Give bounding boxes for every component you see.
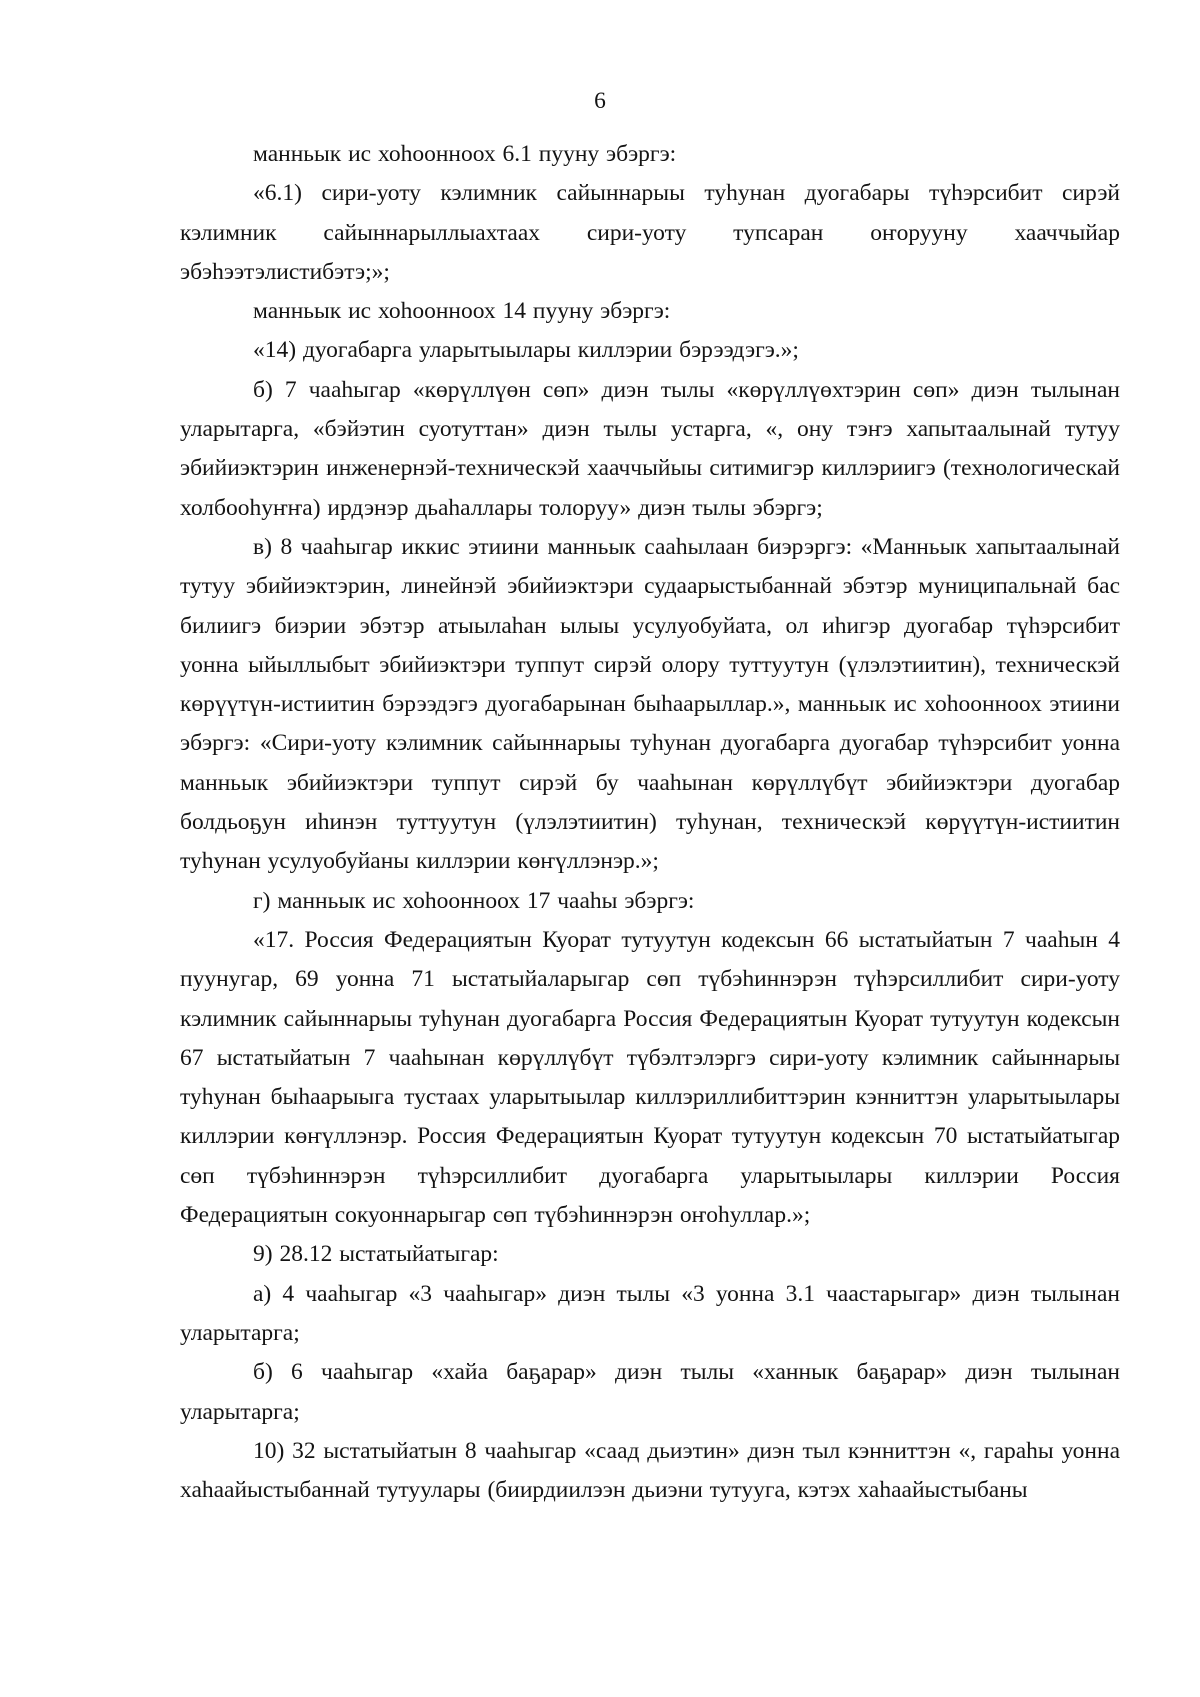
paragraph: «17. Россия Федерациятын Куорат тутуутун кодексын 66 ыстатыйатын 7 чааһын 4 пуунугар, 69 уонна 71 ыстатыйаларыгар сөп түбэһиннэрэн түһэрсиллибит сири-уоту кэлимник сайыннарыы туһунан дуогабарга Россия Федерациятын Куорат тутуутун кодексын 67 ыстатыйатын 7 чааһынан көрүллүбүт түбэлтэлэргэ сири-уоту кэлимник сайыннарыы туһунан быһаарыыга тустаах уларытыылар киллэриллибиттэрин кэнниттэн уларытыылары киллэрии көҥүллэнэр. Россия Федерациятын Куорат тутуутун кодексын 70 ыстатыйатыгар сөп түбэһиннэрэн түһэрсиллибит дуогабарга уларытыылары киллэрии Россия Федерациятын сокуоннарыгар сөп түбэһиннэрэн оҥоһуллар.»; (180, 926, 1120, 1229)
paragraph: 10) 32 ыстатыйатын 8 чааһыгар «саад дьиэтин» диэн тыл кэнниттэн «, гараһы уонна хаһаайыстыбаннай тутуулары (биирдиилээн дьиэни тутууга, кэтэх хаһаайыстыбаны (180, 1437, 1120, 1504)
paragraph: а) 4 чааһыгар «3 чааһыгар» диэн тылы «3 уонна 3.1 чаастарыгар» диэн тылынан уларытарга; (180, 1280, 1120, 1346)
paragraph: «14) дуогабарга уларытыылары киллэрии бэрээдэгэ.»; (253, 337, 799, 364)
paragraph: б) 6 чааһыгар «хайа баҕарар» диэн тылы «ханнык баҕарар» диэн тылынан уларытарга; (180, 1359, 1120, 1425)
paragraph: 9) 28.12 ыстатыйатыгар: (253, 1241, 499, 1268)
paragraph: б) 7 чааһыгар «көрүллүөн сөп» диэн тылы «көрүллүөхтэрин сөп» диэн тылынан уларытарга, «бэйэтин суотуттан» диэн тылы устарга, «, ону тэҥэ хапытаалынай тутуу эбийиэктэрин инженернэй-техническэй хааччыйыы ситимигэр киллэриигэ (технологическай холбооһуҥҥа) ирдэнэр дьаһаллары толоруу» диэн тылы эбэргэ; (180, 376, 1120, 521)
paragraph: манньык ис хоһоонноох 14 пууну эбэргэ: (253, 298, 671, 325)
paragraph: манньык ис хоһоонноох 6.1 пууну эбэргэ: (253, 141, 677, 167)
paragraph: г) манньык ис хоһоонноох 17 чааһы эбэргэ: (253, 887, 695, 914)
document-body (180, 135, 1120, 1510)
page-number: 6 (594, 88, 606, 114)
paragraph: «6.1) сири-уоту кэлимник сайыннарыы туһунан дуогабары түһэрсибит сирэй кэлимник сайыннарыллыахтаах сири-уоту тупсаран оҥорууну хааччыйар эбэһээтэлистибэтэ;»; (180, 180, 1120, 285)
paragraph: в) 8 чааһыгар иккис этиини манньык сааһылаан биэрэргэ: «Манньык хапытаалынай тутуу эбийиэктэрин, линейнэй эбийиэктэри судаарыстыбаннай эбэтэр муниципальнай бас билиигэ биэрии эбэтэр атыылаһан ылыы усулуобуйата, ол иһигэр дуогабар түһэрсибит уонна ыйыллыбыт эбийиэктэри туппут сирэй олору туттуутун (үлэлэтиитин), техническэй көрүүтүн-истиитин бэрээдэгэ дуогабарынан быһаарыллар.», манньык ис хоһоонноох этиини эбэргэ: «Сири-уоту кэлимник сайыннарыы туһунан дуогабарга дуогабар түһэрсибит уонна манньык эбийиэктэри туппут сирэй бу чааһынан көрүллүбүт эбийиэктэри дуогабар болдьоҕун иһинэн туттуутун (үлэлэтиитин) туһунан, техническэй көрүүтүн-истиитин туһунан усулуобуйаны киллэрии көҥүллэнэр.»; (180, 533, 1120, 875)
